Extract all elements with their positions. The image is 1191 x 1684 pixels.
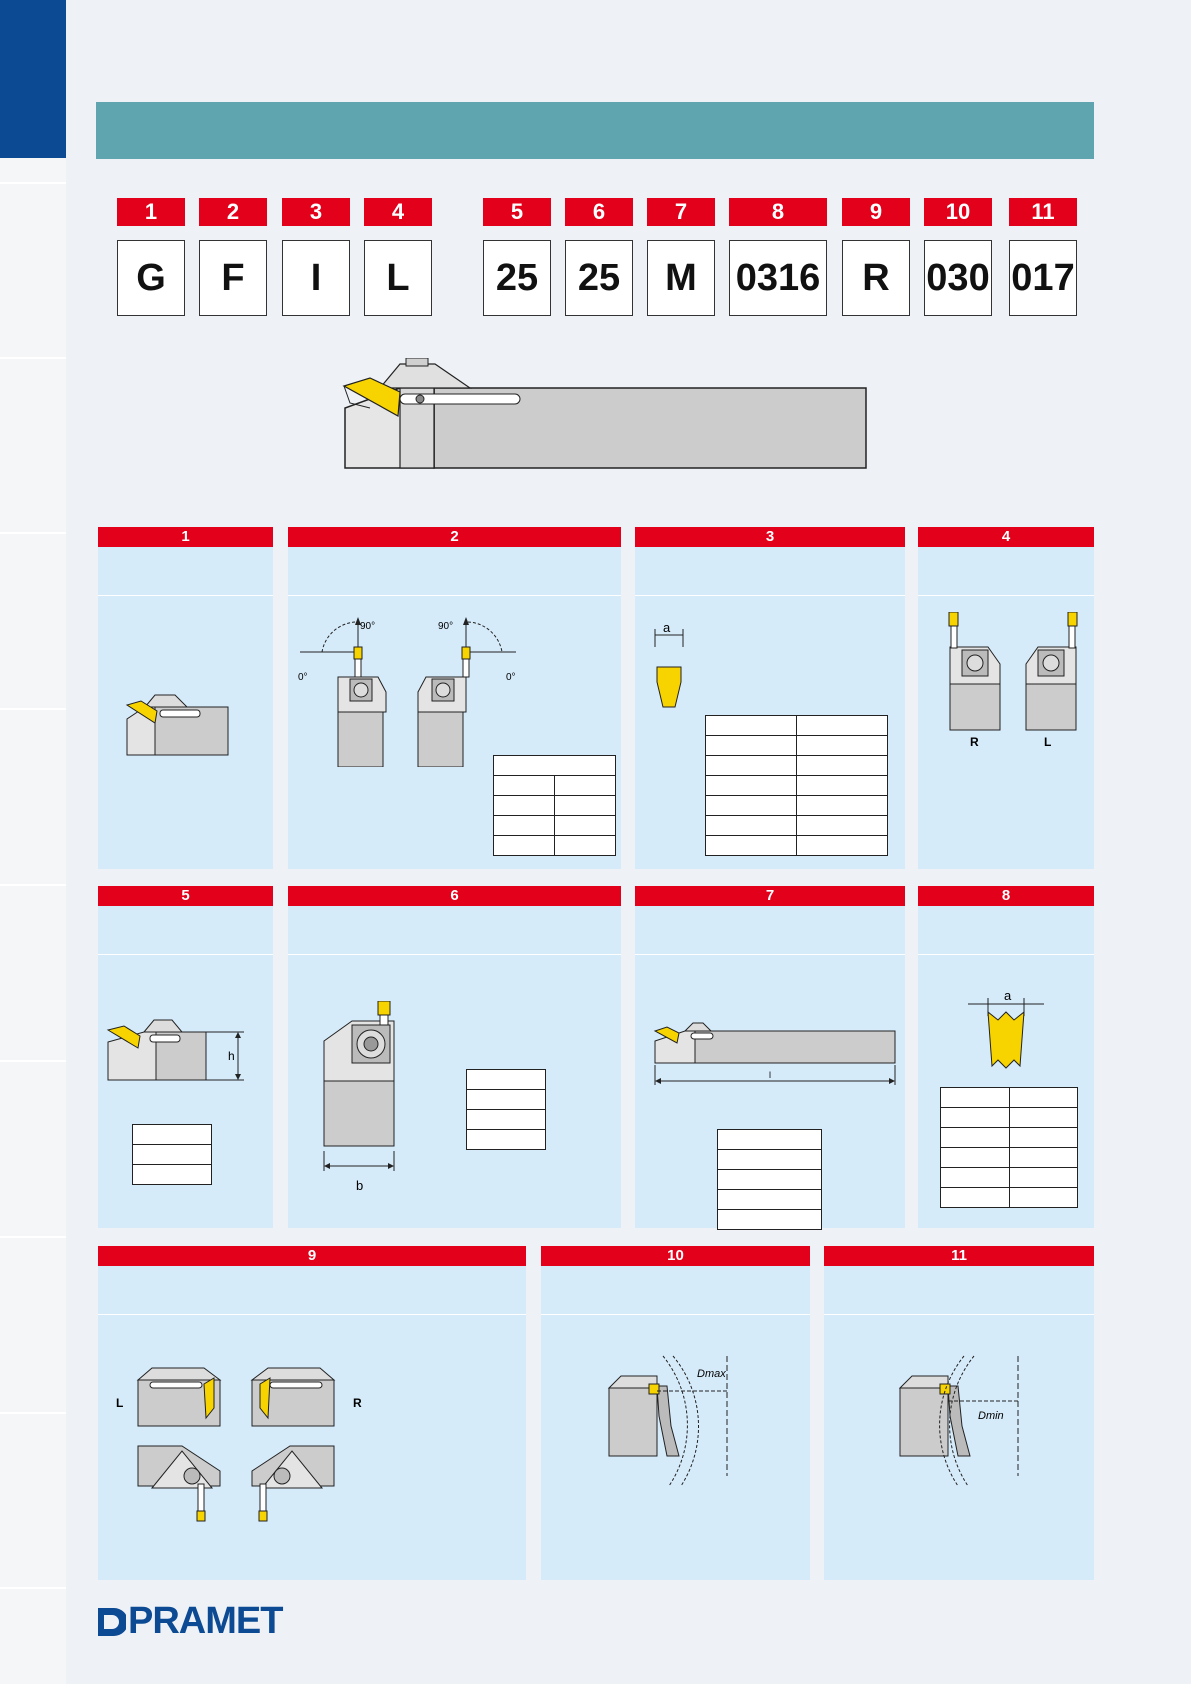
panel-2	[288, 527, 621, 869]
panel-3-header: 3	[635, 527, 905, 547]
panel-6-band	[288, 906, 621, 955]
sidebar-divider	[0, 884, 66, 886]
panel-4	[918, 527, 1094, 869]
dmax-label: Dmax	[697, 1368, 726, 1380]
sidebar-divider	[0, 182, 66, 184]
panel-10-header: 10	[541, 1246, 810, 1266]
code-position-1: 1	[117, 198, 185, 226]
direction-r-label: R	[353, 1396, 362, 1410]
sidebar-divider	[0, 1236, 66, 1238]
sidebar-divider	[0, 1060, 66, 1062]
dmin-label: Dmin	[978, 1410, 1004, 1422]
panel-8-header: 8	[918, 886, 1094, 906]
panel-5-band	[98, 906, 273, 955]
panel-8-band	[918, 906, 1094, 955]
panel-2-table	[493, 755, 616, 856]
code-position-7: 7	[647, 198, 715, 226]
hand-r-label: R	[970, 735, 979, 749]
brand-name: PRAMET	[128, 1600, 283, 1642]
max-diameter-diagram	[607, 1346, 747, 1486]
width-b-label: b	[356, 1178, 364, 1193]
entering-angle-diagram	[298, 617, 518, 767]
sidebar-divider	[0, 532, 66, 534]
grooving-direction-diagram	[132, 1366, 362, 1531]
code-position-2: 2	[199, 198, 267, 226]
panel-10-band	[541, 1266, 810, 1315]
sidebar-divider	[0, 1587, 66, 1589]
shank-width-diagram	[322, 1001, 432, 1201]
code-value-10: 030	[924, 240, 992, 316]
pramet-logo-icon	[96, 1606, 126, 1638]
panel-4-band	[918, 547, 1094, 596]
panel-5-header: 5	[98, 886, 273, 906]
length-l-label: l	[769, 1070, 771, 1080]
min-diameter-diagram	[898, 1346, 1038, 1486]
panel-6-header: 6	[288, 886, 621, 906]
angle-0-label-left: 0°	[298, 672, 308, 683]
code-position-4: 4	[364, 198, 432, 226]
code-value-6: 25	[565, 240, 633, 316]
code-position-11: 11	[1009, 198, 1077, 226]
code-position-6: 6	[565, 198, 633, 226]
hand-diagram	[948, 612, 1078, 732]
code-value-2: F	[199, 240, 267, 316]
sidebar-accent	[0, 0, 66, 158]
panel-2-header: 2	[288, 527, 621, 547]
code-position-10: 10	[924, 198, 992, 226]
panel-1	[98, 527, 273, 869]
title-band	[96, 102, 1094, 159]
hand-l-label: L	[1044, 735, 1052, 749]
seat-a-label: a	[1004, 988, 1012, 1003]
code-position-3: 3	[282, 198, 350, 226]
width-a-label: a	[663, 620, 671, 635]
sidebar-divider	[0, 708, 66, 710]
code-position-8: 8	[729, 198, 827, 226]
panel-8	[918, 886, 1094, 1228]
panel-7	[635, 886, 905, 1228]
angle-90-label-right: 90°	[438, 621, 454, 632]
panel-7-table	[717, 1129, 822, 1230]
panel-6	[288, 886, 621, 1228]
panel-6-table	[466, 1069, 546, 1150]
code-value-9: R	[842, 240, 910, 316]
panel-11	[824, 1246, 1094, 1580]
direction-l-label: L	[116, 1396, 124, 1410]
insert-seat-diagram	[966, 996, 1046, 1076]
angle-90-label-left: 90°	[360, 621, 376, 632]
panel-1-band	[98, 547, 273, 596]
holder-style-icon	[125, 689, 230, 759]
panel-3-table	[705, 715, 888, 856]
panel-9-band	[98, 1266, 526, 1315]
panel-3-band	[635, 547, 905, 596]
code-value-1: G	[117, 240, 185, 316]
panel-11-band	[824, 1266, 1094, 1315]
shank-height-diagram	[106, 1014, 246, 1084]
panel-4-header: 4	[918, 527, 1094, 547]
panel-5	[98, 886, 273, 1228]
code-value-5: 25	[483, 240, 551, 316]
panel-5-table	[132, 1124, 212, 1185]
code-value-11: 017	[1009, 240, 1077, 316]
panel-2-band	[288, 547, 621, 596]
code-value-7: M	[647, 240, 715, 316]
code-position-5: 5	[483, 198, 551, 226]
code-value-4: L	[364, 240, 432, 316]
panel-10	[541, 1246, 810, 1580]
sidebar-divider	[0, 1412, 66, 1414]
insert-width-diagram	[653, 627, 693, 717]
tool-length-diagram	[653, 1021, 898, 1086]
panel-1-header: 1	[98, 527, 273, 547]
panel-3	[635, 527, 905, 869]
panel-8-table	[940, 1087, 1078, 1208]
height-h-label: h	[228, 1049, 235, 1063]
sidebar	[0, 0, 66, 1684]
panel-9	[98, 1246, 526, 1580]
code-value-8: 0316	[729, 240, 827, 316]
panel-7-header: 7	[635, 886, 905, 906]
code-position-9: 9	[842, 198, 910, 226]
panel-11-header: 11	[824, 1246, 1094, 1266]
sidebar-divider	[0, 357, 66, 359]
angle-0-label-right: 0°	[506, 672, 516, 683]
code-value-3: I	[282, 240, 350, 316]
panel-7-band	[635, 906, 905, 955]
tool-holder-illustration	[340, 358, 870, 473]
panel-9-header: 9	[98, 1246, 526, 1266]
pramet-logo	[96, 1600, 282, 1643]
